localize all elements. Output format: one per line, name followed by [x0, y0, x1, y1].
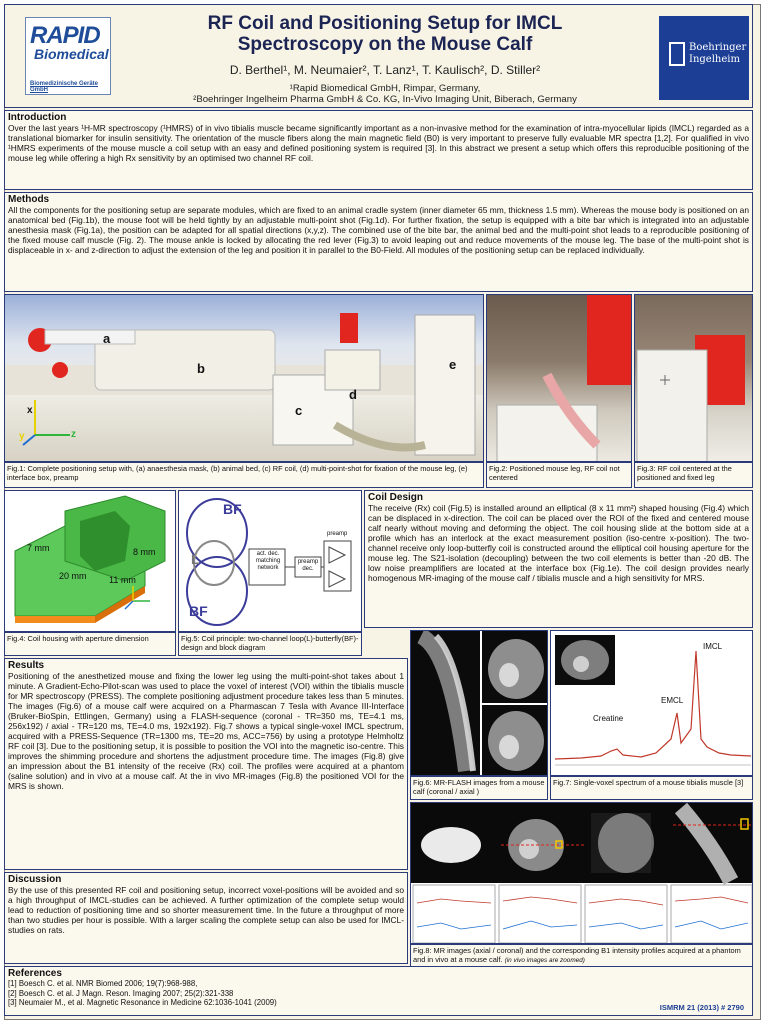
poster-header: [4, 4, 753, 108]
introduction-section: [4, 110, 753, 190]
reference-item: [3] Neumaier M., et al. Magnetic Resonance in Medicine 62:1036-1041 (2009): [8, 998, 277, 1008]
fig7-caption-box: [550, 776, 753, 800]
fig5-caption-box: [178, 632, 362, 656]
fig5-bf-bottom: BF: [189, 603, 208, 619]
fig1-label-d: d: [349, 387, 357, 402]
fig2-photo: [486, 294, 632, 462]
section-text: By the use of this presented RF coil and positioning setup, incorrect voxel-positions will be avoided and so a high throughput of IMCL-studies can be achieved. A further optimization of the complete setup would lead to reduction of positioning time and so shorter measurement time. In the future a throughput of more than two studies per hour is possible. With a larger scaling the complete setup can also be used for IMCL-studies on rats.: [8, 885, 404, 935]
fig6-caption: Fig.6: MR-FLASH images from a mouse calf (coronal / axial ): [413, 778, 545, 796]
methods-section: [4, 192, 753, 292]
conference-id: ISMRM 21 (2013) # 2790: [659, 1003, 744, 1012]
fig4-coil-housing: [4, 490, 176, 632]
section-heading: Results: [8, 660, 45, 671]
fig5-block-preamp: preamp: [327, 531, 348, 537]
references-section: [4, 966, 753, 1016]
fig1-label-b: b: [197, 361, 205, 376]
rapid-biomedical-logo: [25, 17, 111, 95]
logo-subtitle: Biomedizinische Geräte GmbH: [30, 81, 99, 93]
section-heading: Methods: [8, 194, 50, 205]
fig3-caption-box: [634, 462, 753, 488]
fig6-mr-drawing: [411, 631, 548, 776]
section-heading: Introduction: [8, 112, 67, 123]
fig5-coil-principle: [178, 490, 362, 632]
fig1-caption-box: [4, 462, 484, 488]
affiliations: ¹Rapid Biomedical GmbH, Rimpar, Germany, ²Boehringer Ingelheim Pharma GmbH & Co. KG, In-Vivo Imaging Unit, Biberach, Germany: [193, 83, 577, 105]
boehringer-mark-icon: [669, 42, 685, 66]
fig7-peak-imcl: IMCL: [703, 642, 723, 651]
fig7-peak-emcl: EMCL: [661, 696, 684, 705]
fig4-housing-drawing: [5, 491, 176, 632]
fig5-block-preamp-dec: preamp dec.: [297, 559, 319, 572]
logo-biomedical-text: Biomedical: [34, 46, 109, 62]
fig1-label-e: e: [449, 357, 457, 372]
fig6-mr-images: [410, 630, 548, 776]
reference-item: [1] Boesch C. et al. NMR Biomed 2006; 19(7):968-988,: [8, 979, 198, 988]
fig7-peak-creatine: Creatine: [593, 714, 624, 723]
fig3-coil-drawing: [635, 295, 753, 462]
fig2-mouse-leg-drawing: [487, 295, 632, 462]
discussion-section: [4, 872, 408, 964]
fig1-label-c: c: [295, 403, 303, 418]
fig5-l-label: L: [191, 551, 200, 567]
poster-title: RF Coil and Positioning Setup for IMCL Spectroscopy on the Mouse Calf: [207, 13, 563, 55]
reference-item: [2] Boesch C. et al. J Magn. Reson. Imaging 2007; 25(2):321-338: [8, 988, 234, 998]
fig4-dim-11mm: 11 mm: [109, 575, 136, 585]
fig8-note: (in vivo images are zoomed): [504, 956, 585, 964]
fig7-spectrum-plot: [551, 631, 753, 776]
fig1-photo: [4, 294, 484, 462]
fig4-caption-box: [4, 632, 176, 656]
fig3-caption: Fig.3: RF coil centered at the positioned and fixed leg: [637, 464, 732, 482]
fig7-caption: Fig.7: Single-voxel spectrum of a mouse tibialis muscle [3]: [553, 778, 744, 787]
fig5-bf-top: BF: [223, 501, 242, 517]
fig2-caption: Fig.2: Positioned mouse leg, RF coil not centered: [489, 464, 620, 482]
fig5-block-matching: act. dec. matching network: [255, 551, 281, 571]
section-heading: References: [8, 968, 62, 979]
fig4-dim-7mm: 7 mm: [27, 543, 50, 553]
fig1-axis-y: y: [19, 431, 25, 442]
fig8-images-and-profiles: [411, 803, 753, 944]
fig7-spectrum: [550, 630, 753, 776]
fig4-caption: Fig.4: Coil housing with aperture dimension: [7, 634, 149, 643]
section-text: Positioning of the anesthetized mouse and fixing the lower leg using the multi-point-shot takes about 1 minute. A Gradient-Echo-Pilot-scan was used to place the voxel of interest (VOI) within the tibialis muscle for MR spectroscopy (PRESS). The complete positioning adjustment procedure takes less than 5 minutes. The images (Fig.6) of a mouse calf were acquired on a Pharmascan 7 Tesla with Avance III-Interface (Bruker-BioSpin, Ettlingen, Germany) using a FLASH-sequence (coronal - TR=350 ms, TE=4.1 ms, 256x192) / axial - TR=120 ms, TE=4.0 ms, 192x192). Fig.7 shows a typical single-voxel IMCL spectrum, acquired with a PRESS-Sequence (TR=1300 ms, TE=20 ms, ACC=756) by using a prototype Helmholtz RF coil [3]. Due to the positioning setup, it is possible to position the VOI into the magnetic iso-centre. This improves the shimming procedure and shortens the adjustment procedure time. The images (Fig.8) give an impression about the B1 intensity of the receive (Rx) coil. The profiles were acquired at a phantom (saline solution) and in vivo at a mouse calf. At the in vivo MR-images (Fig.8) the positioned VOI for the MRS is shown.: [8, 671, 404, 791]
fig1-setup-drawing: [5, 295, 484, 462]
fig1-caption: Fig.1: Complete positioning setup with, (a) anaesthesia mask, (b) animal bed, (c) RF coil, (d) multi-point-shot for fixation of the mouse leg, (e) interface box, preamp: [7, 464, 468, 482]
logo-rapid-text: RAPID: [30, 22, 100, 49]
fig4-dim-20mm: 20 mm: [59, 571, 87, 581]
section-heading: Discussion: [8, 874, 62, 885]
fig6-caption-box: [410, 776, 548, 800]
results-section: [4, 658, 408, 870]
coil-design-section: [364, 490, 753, 628]
fig1-label-a: a: [103, 331, 111, 346]
fig1-axis-z: z: [71, 429, 76, 440]
fig5-caption: Fig.5: Coil principle: two-channel loop(L)-butterfly(BF)-design and block diagram: [181, 634, 359, 652]
authors: D. Berthel¹, M. Neumaier², T. Lanz¹, T. Kaulisch², D. Stiller²: [229, 63, 541, 77]
fig4-dim-8mm: 8 mm: [133, 547, 156, 557]
fig1-axis-x: x: [27, 405, 33, 416]
fig8-caption: Fig.8: MR images (axial / coronal) and the corresponding B1 intensity profiles acquired at a phantom and in vivo at a mouse calf. (in vivo images are zoomed): [413, 946, 741, 964]
fig8-b1-profiles: [410, 802, 753, 944]
section-heading: Coil Design: [368, 492, 424, 503]
fig3-photo: [634, 294, 753, 462]
boehringer-ingelheim-logo: Boehringer Ingelheim: [659, 16, 749, 100]
section-text: Over the last years ¹H-MR spectroscopy (¹HMRS) of in vivo tibialis muscle became significantly important as a non-invasive method for the examination of intra-myocellular lipids (IMCL) regarded as a translational biomarker for insulin sensitivity. The orientation of the muscle fibers along the main magnetic field (B0) is very important to preserve fully evaluable MR spectra [1,2]. For qualified in vivo ¹HMRS experiments of the mouse muscle a coil setup with an easy and defined positioning system is required [3]. In this abstract we present a setup which offers this reproducible positioning of the mouse leg while offering a high Rx sensitivity by an optimised two channel RF coil.: [8, 123, 749, 163]
section-text: The receive (Rx) coil (Fig.5) is installed around an elliptical (8 x 11 mm²) shaped housing (Fig.4) which can be displaced in x-direction. The coil can be placed over the ROI of the fixed and centered mouse calf nearly without moving and deforming the object. The coil housing slide at the bottom side at a profile which has an interlock at the exact measurement position (iso-centre x-position). The two-channel receive only loop-butterfly coil is constructed around the elliptical coil housing aperture for the mouse leg. The S21-isolation (decoupling) between the two coil elements is better than -20 dB. The low noise preamplifiers are located at the interface box (Fig.1e). The coil design provides nearly homogenous MR-imaging of the mouse calf / tibialis muscle and a high sensitivity for MRS.: [368, 503, 749, 583]
fig2-caption-box: [486, 462, 632, 488]
section-text: All the components for the positioning setup are separate modules, which are fixed to an animal cradle system (inner diameter 65 mm, thickness 1.5 mm). Whereas the mouse body is positioned on an anatomical bed (Fig.1b), the mouse foot will be held tightly by an adjustable multi-point shot (Fig.1d). For further fixation, the setup is equipped with a bite bar which is integrated into an adjustable anesthesia mask (Fig.1a), the position can be adapted for all spatial directions (x,y,z). The combined use of the bite bar, the animal bed and the multi-point shot leads to a reproducible positioning of the fixed mouse calf muscle (Fig. 2). The mouse ankle is locked by allocating the red lever (Fig.3) to avoid leaping out and reduce movements of the mouse leg. The base of the multi-point shot is displaceable in x- and z-direction to adjust the extension of the leg and position it in parallel to the B0-Field. All modules of the positioning setup can be replaced individually.: [8, 205, 749, 255]
